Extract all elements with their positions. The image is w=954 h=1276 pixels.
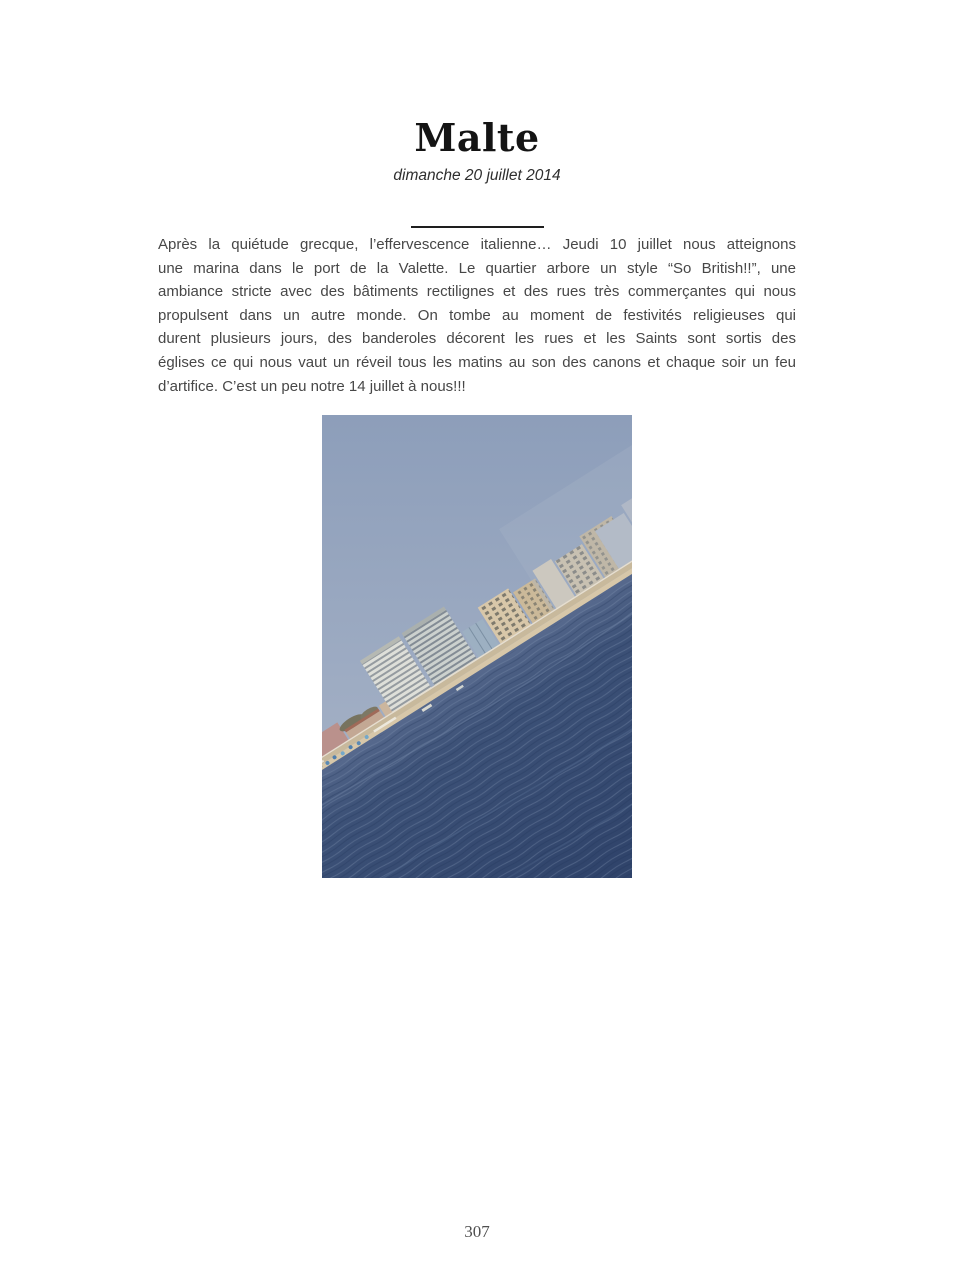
- paragraph-line: propulsent dans un autre monde. On tombe au moment de festivités religieuses qui: [158, 306, 796, 324]
- page-number: 307: [464, 1222, 490, 1241]
- paragraph-line: d’artifice. C’est un peu notre 14 juillet à nous!!!: [158, 377, 466, 395]
- paragraph-line: églises ce qui nous vaut un réveil tous les matins au son des canons et chaque soir un feu: [158, 353, 796, 371]
- paragraph-line: Après la quiétude grecque, l’effervescence italienne… Jeudi 10 juillet nous atteignons: [158, 236, 796, 253]
- paragraph-line: ambiance stricte avec des bâtiments rectilignes et des rues très commerçantes qui nous: [158, 283, 796, 301]
- article-paragraph: [158, 233, 796, 398]
- paragraph-line: une marina dans le port de la Valette. Le quartier arbore un style “So British!!”, une: [158, 259, 796, 277]
- page-subtitle: dimanche 20 juillet 2014: [393, 167, 561, 184]
- paragraph-line: durent plusieurs jours, des banderoles décorent les rues et les Saints sont sortis des: [158, 330, 796, 348]
- divider-rule: [411, 226, 544, 228]
- malta-coast-photo: [322, 415, 632, 878]
- page-title: Malte: [414, 115, 540, 160]
